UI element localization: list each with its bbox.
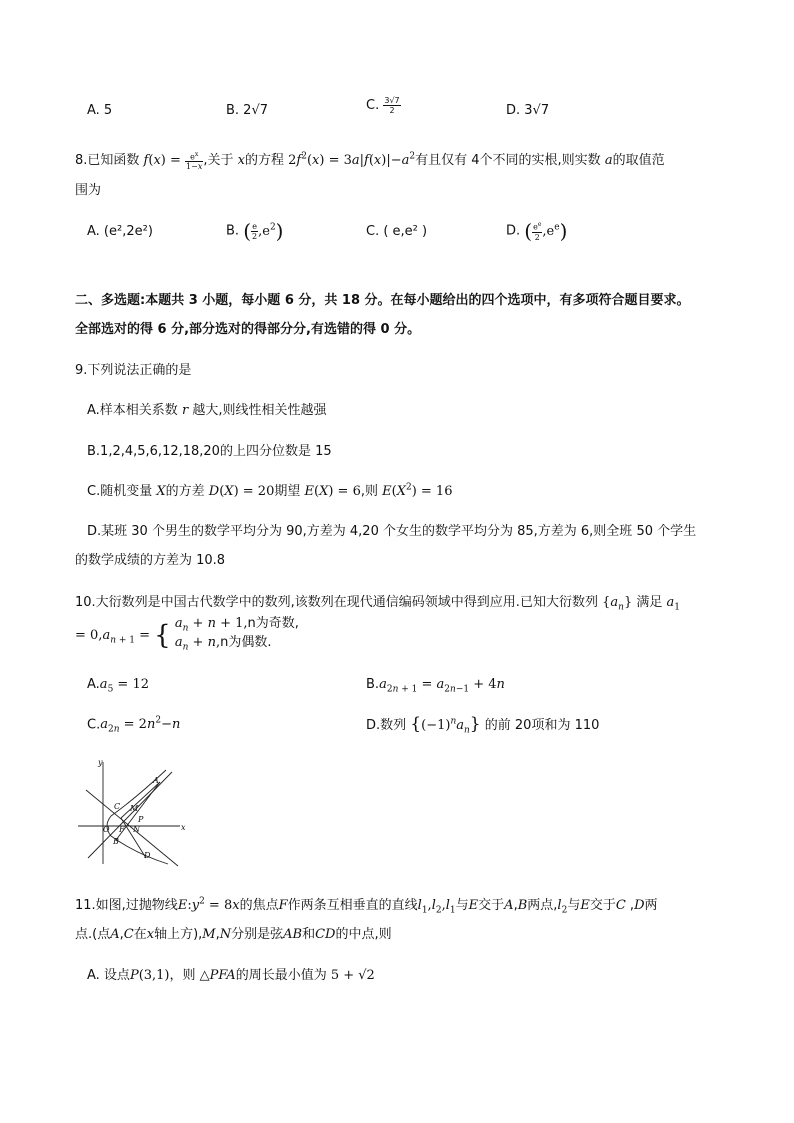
label-f: F bbox=[119, 825, 125, 834]
q9-option-a: A.样本相关系数 r 越大,则线性相关性越强 bbox=[87, 403, 327, 418]
q7-option-c-fraction: $\frac{3√7}{2}$ bbox=[384, 96, 400, 115]
q10-piecewise: $a_n + n + 1,n$为奇数, $a_n + n,n$为偶数. bbox=[174, 616, 299, 653]
q9-option-d-line2: 的数学成绩的方差为 10.8 bbox=[75, 553, 226, 568]
line-l2 bbox=[86, 790, 178, 866]
label-n: N bbox=[133, 825, 140, 834]
label-o: O bbox=[103, 825, 110, 834]
q8-option-c: C. ( e,e² ) bbox=[366, 224, 428, 239]
q8-stem-line1: 8.已知函数 f(x) = $\frac{e^x}{1-x}$ ,关于 x的方程 $2f^2(x) = 3a|f(x)|-a^2$有且仅有 4个不同的实根,则实数 a的取值范 bbox=[75, 150, 665, 172]
section2-heading-line2: 全部选对的得 6 分,部分选对的得部分分,有选错的得 0 分。 bbox=[75, 322, 421, 337]
q11-stem-line2: 点.(点A,C在x轴上方),M,N分别是弦AB和CD的中点,则 bbox=[75, 927, 392, 942]
segment-c-d bbox=[121, 818, 146, 858]
q8-option-b: B. ( $\frac{e}{2}$ $,e^2$) bbox=[226, 219, 284, 243]
q11-stem-line1: 11.如图,过抛物线$E:y^2 = 8x$的焦点F作两条互相垂直的直线$l_1,l_2,l_1$与E交于A,B两点$,l_2$与E交于C ,D两 bbox=[75, 896, 658, 916]
q10-stem-line2: = $0,a_{n + 1}$ = { $a_n + n + 1,n$为奇数, $a_n + n,n$为偶数. bbox=[75, 616, 299, 653]
q8-stem-line2: 围为 bbox=[75, 183, 102, 198]
q7-option-b: B. 2√7 bbox=[226, 103, 269, 118]
section2-heading-line1: 二、多选题:本题共 3 小题，每小题 6 分，共 18 分。在每小题给出的四个选项中，有多项符合题目要求。 bbox=[75, 293, 690, 308]
label-a: A bbox=[153, 776, 159, 785]
label-c: C bbox=[114, 802, 121, 811]
q8-option-a: A. (e²,2e²) bbox=[87, 224, 153, 239]
label-d: D bbox=[144, 851, 151, 860]
q9-option-d-line1: D.某班 30 个男生的数学平均分为 90,方差为 4,20 个女生的数学平均分为 85,方差为 6,则全班 50 个学生 bbox=[87, 524, 697, 539]
label-y: y bbox=[98, 758, 103, 767]
label-m: M bbox=[130, 804, 139, 813]
q10-option-c: $C.a_{2n} = 2n^2-n$ bbox=[87, 716, 181, 735]
q8-function-fraction: $\frac{e^x}{1-x}$ bbox=[186, 150, 203, 172]
q7-option-a: A. 5 bbox=[87, 103, 113, 118]
q10-option-b: $B.a_{2n + 1} = a_{2n-1} + 4n$ bbox=[366, 677, 505, 695]
label-p: P bbox=[138, 815, 144, 824]
q7-option-d: D. 3√7 bbox=[506, 103, 550, 118]
label-b: B bbox=[113, 837, 119, 846]
q10-option-d: D.数列 $\{(-1)^na_n\}$ 的前 20项和为 110 bbox=[366, 714, 600, 736]
line-l1 bbox=[88, 772, 172, 858]
q9-stem: 9.下列说法正确的是 bbox=[75, 363, 192, 378]
q8-option-d: D. ( $\frac{e^e}{2}$ $,e^e$) bbox=[506, 219, 568, 243]
q11-option-a: A. 设点P(3,1)，则 △PFA的周长最小值为 5 + √2 bbox=[87, 968, 375, 983]
q9-option-c: C.随机变量 X的方差 D(X) = 20期望 E(X) = 6,则 $E(X^2) = 16$ bbox=[87, 482, 453, 499]
q9-option-b: B.1,2,4,5,6,12,18,20的上四分位数是 15 bbox=[87, 444, 332, 459]
q7-option-c: C. $\frac{3√7}{2}$ bbox=[366, 96, 400, 115]
q10-option-a: $A.a_5 = 12$ bbox=[87, 677, 149, 695]
parabola-figure bbox=[76, 756, 191, 868]
label-x: x bbox=[181, 823, 186, 832]
segment-cm-a bbox=[121, 782, 160, 818]
q10-stem-line1: 10.大衍数列是中国古代数学中的数列,该数列在现代通信编码领域中得到应用.已知大衍数列 $\{a_n\}$ 满足 $a_1$ bbox=[75, 595, 681, 613]
